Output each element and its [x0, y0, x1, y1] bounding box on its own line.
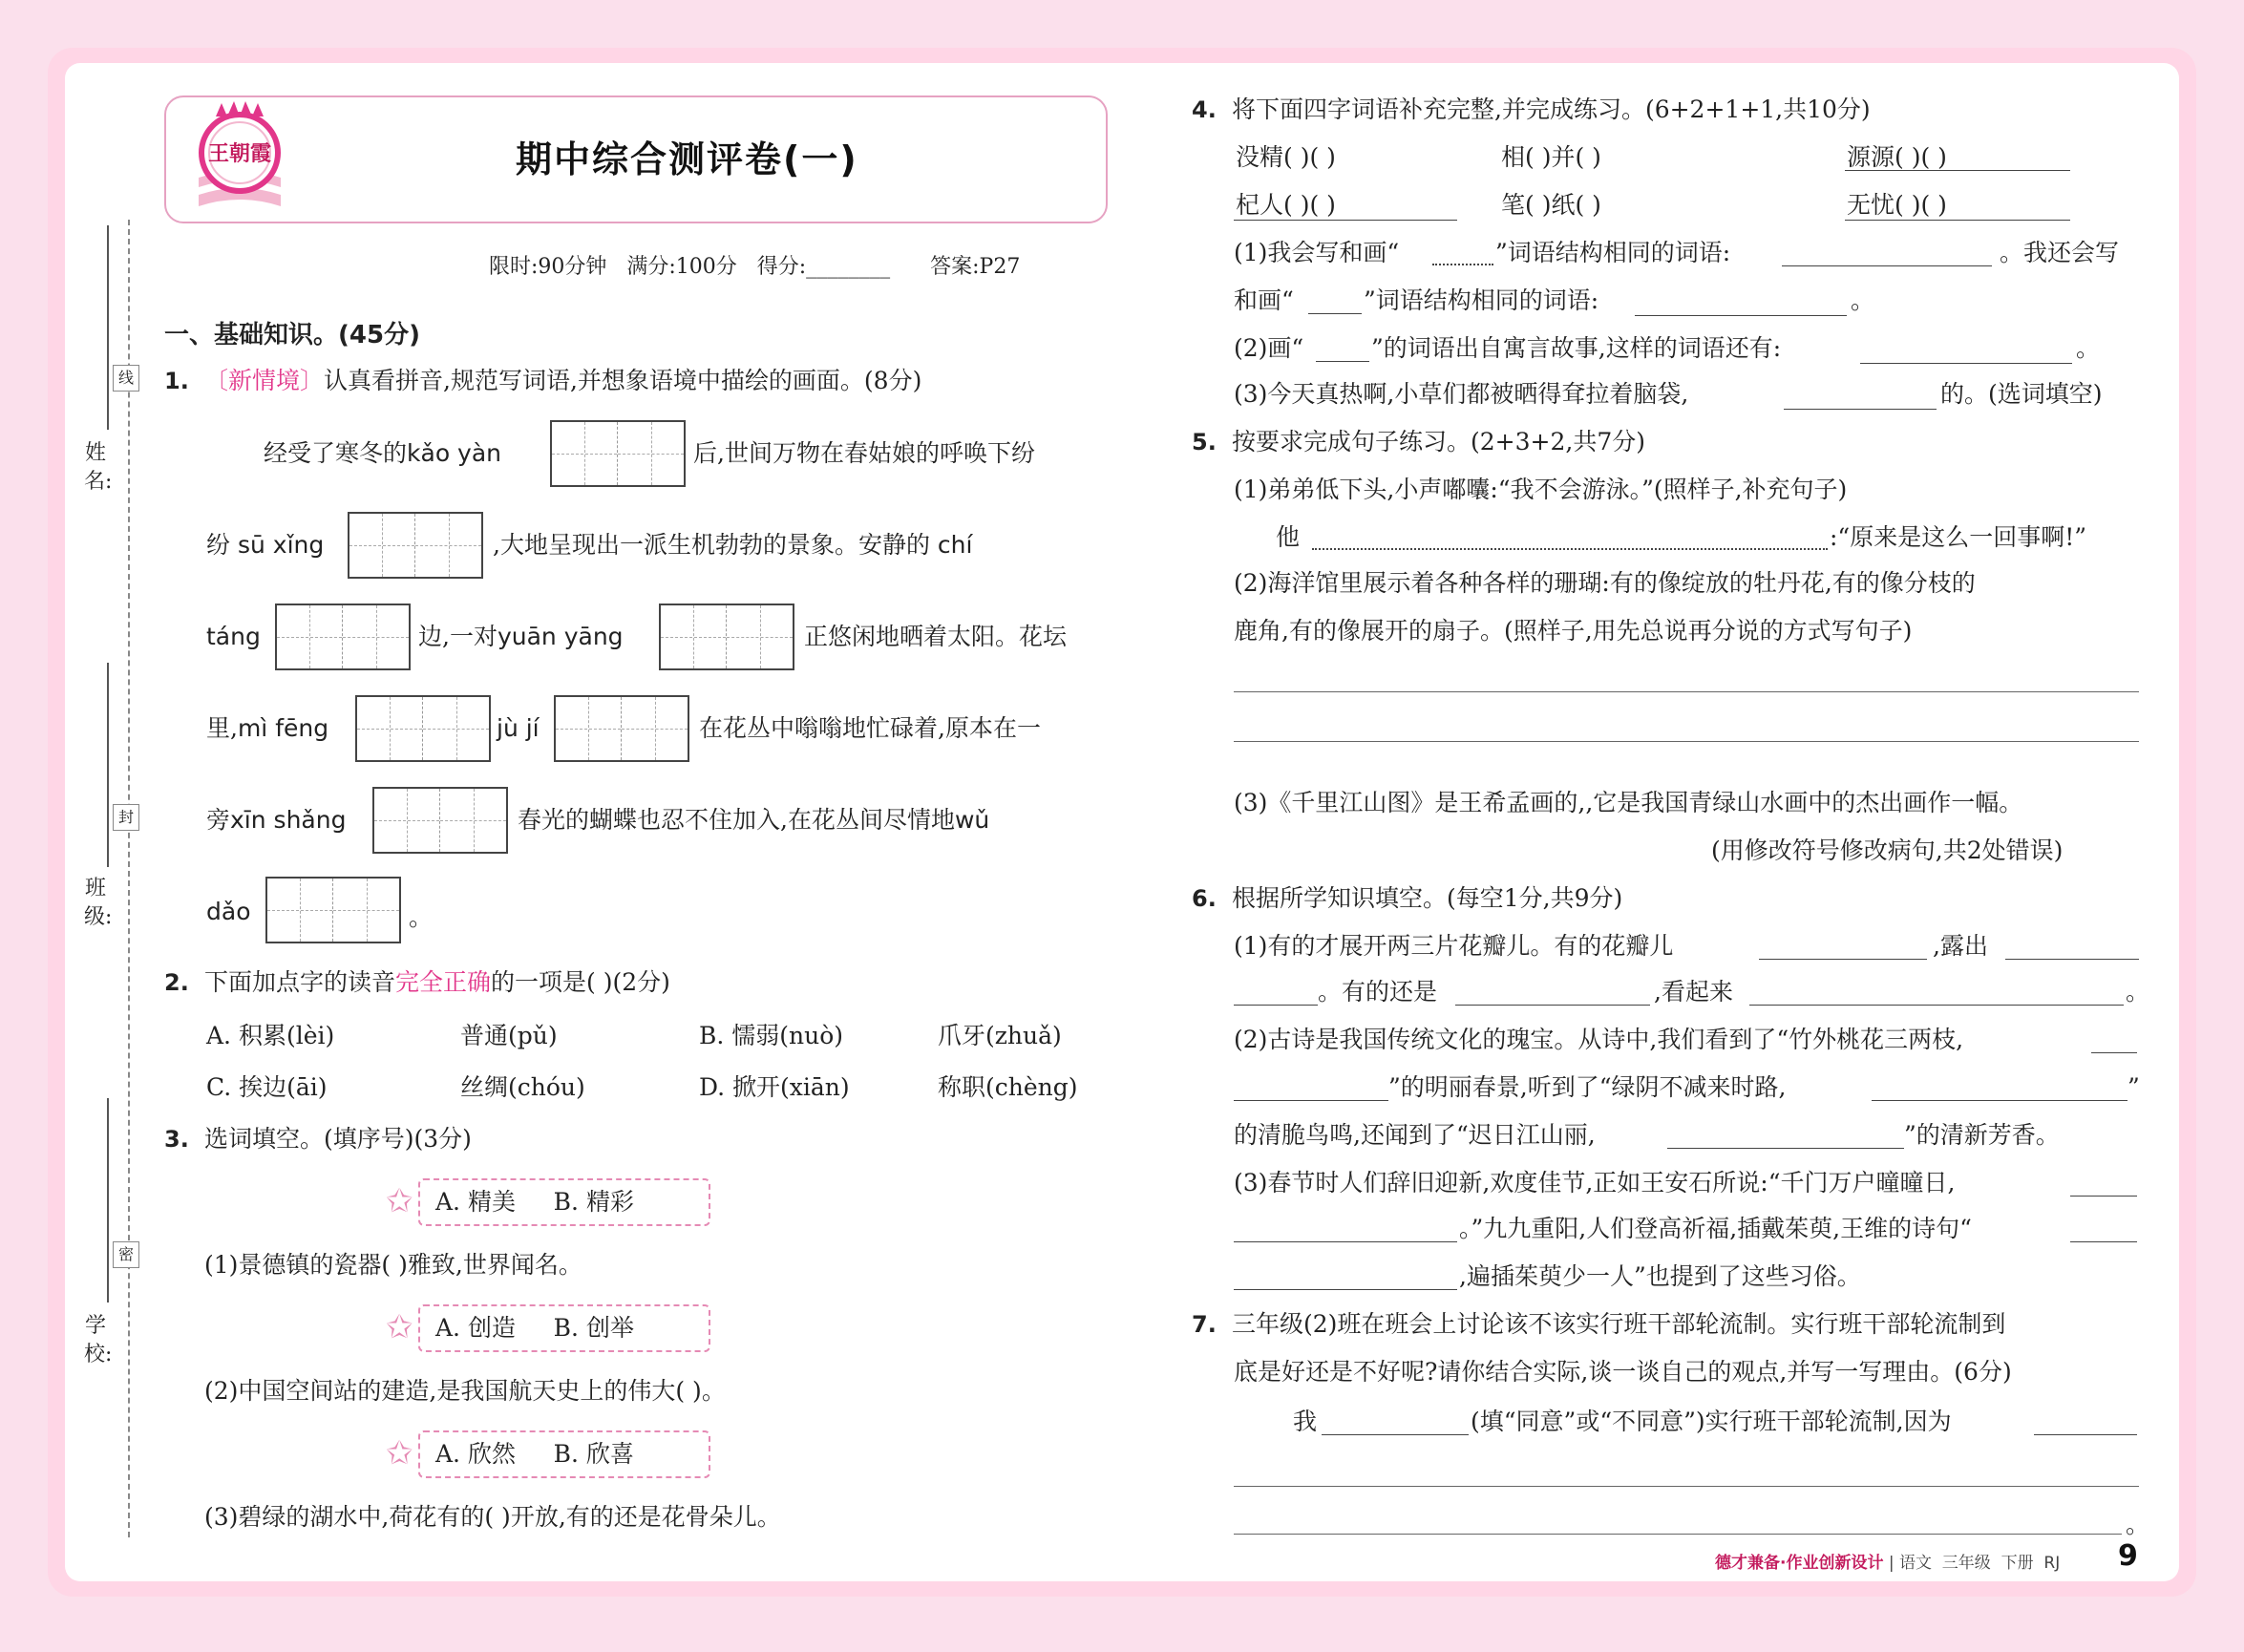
writing-grid[interactable] — [355, 695, 491, 762]
q3-number: 3. — [164, 1126, 189, 1153]
q7-number: 7. — [1192, 1311, 1217, 1338]
answer-line[interactable] — [1234, 1100, 1388, 1101]
q1-line4-text: 里,mì fēng — [206, 714, 329, 742]
q5-sub1-quote: :“原来是这么一回事啊!” — [1830, 523, 2087, 551]
q7-line3-a: 我 — [1293, 1408, 1318, 1435]
q4-word-6: 无忧( )( ) — [1847, 191, 1947, 219]
q5-sub2-a: (2)海洋馆里展示着各种各样的珊瑚:有的像绽放的牡丹花,有的像分枝的 — [1234, 569, 1976, 597]
q4-prompt: 将下面四字词语补充完整,并完成练习。(6+2+1+1,共10分) — [1232, 95, 1871, 123]
pinyin: wǔ — [954, 806, 990, 834]
q6-line2-c: 。 — [2126, 978, 2150, 1006]
pinyin: jù jí — [497, 714, 540, 742]
writing-grid[interactable] — [265, 877, 401, 943]
q6-line5-b: ”的清新芳香。 — [1904, 1121, 2060, 1149]
writing-grid[interactable] — [659, 604, 794, 670]
q4-word-3: 源源( )( ) — [1847, 143, 1947, 171]
answer-line[interactable] — [1234, 1534, 2122, 1535]
star-icon: ✩ — [386, 1434, 413, 1472]
q4-sub2-c: 。 — [2076, 334, 2101, 362]
seal-line-mark: 线 — [113, 365, 139, 392]
q4-word-4: 杞人( )( ) — [1236, 191, 1336, 219]
q2-option-c2: 丝绸(chóu) — [460, 1073, 585, 1101]
footer-brand: 德才兼备·作业创新设计 — [1715, 1554, 1884, 1573]
writing-grid[interactable] — [372, 787, 508, 854]
q5-sub1: (1)弟弟低下头,小声嘟囔:“我不会游泳。”(照样子,补充句子) — [1234, 476, 1848, 503]
q6-line1-a: (1)有的才展开两三片花瓣儿。有的花瓣儿 — [1234, 932, 1674, 960]
answer-line[interactable] — [1312, 548, 1828, 550]
answer-line[interactable] — [2091, 1052, 2137, 1053]
q6-line2-a: 。有的还是 — [1318, 978, 1438, 1006]
q6-number: 6. — [1192, 885, 1217, 912]
section-heading: 一、基础知识。(45分) — [164, 321, 420, 349]
q1-line5-text: 旁xīn shǎng — [206, 806, 347, 834]
q6-line8: ,遍插茱萸少一人”也提到了这些习俗。 — [1459, 1262, 1861, 1290]
q4-sub1-d: 和画“ — [1234, 286, 1294, 314]
q7-line1: 三年级(2)班在班会上讨论该不该实行班干部轮流制。实行班干部轮流制到 — [1232, 1310, 2006, 1338]
answer-line[interactable] — [2070, 1241, 2137, 1242]
class-write-line — [107, 663, 109, 867]
wavy-line-sample — [1432, 264, 1493, 265]
q6-line1-b: ,露出 — [1933, 932, 1988, 960]
q7-line2: 底是好还是不好呢?请你结合实际,谈一谈自己的观点,并写一写理由。(6分) — [1234, 1358, 2012, 1386]
q4-sub1-f: 。 — [1851, 286, 1875, 314]
brand-logo-icon — [187, 95, 292, 220]
q3-sentence-1: (1)景德镇的瓷器( )雅致,世界闻名。 — [204, 1251, 582, 1279]
q5-prompt: 按要求完成句子练习。(2+3+2,共7分) — [1232, 428, 1645, 455]
page-title: 期中综合测评卷(一) — [516, 138, 858, 180]
star-icon: ✩ — [386, 1308, 413, 1346]
q4-word-2: 相( )并( ) — [1501, 143, 1601, 171]
binding-line — [128, 220, 130, 1537]
answer-line[interactable] — [1455, 1005, 1650, 1006]
q2-emphasis: 完全正确 — [395, 968, 492, 996]
q4-number: 4. — [1192, 96, 1217, 123]
q4-sub2-b: ”的词语出自寓言故事,这样的词语还有: — [1371, 334, 1782, 362]
school-label: 学 校: — [84, 1314, 113, 1366]
q5-sub3-b: (用修改符号修改病句,共2处错误) — [1711, 837, 2064, 864]
q5-sub1-he: 他 — [1276, 523, 1301, 551]
answer-line[interactable] — [1635, 315, 1847, 316]
q6-line4-a: ”的明丽春景,听到了“绿阴不减来时路, — [1388, 1073, 1787, 1101]
q4-sub3-b: 的。(选词填空) — [1940, 380, 2103, 408]
q3-sentence-3: (3)碧绿的湖水中,荷花有的( )开放,有的还是花骨朵儿。 — [204, 1503, 781, 1531]
q2-option-a[interactable]: A. 积累(lèi) — [206, 1022, 335, 1049]
answer-line[interactable] — [1234, 691, 2139, 692]
logo-text: 王朝霞 — [207, 141, 272, 166]
q3-prompt: 选词填空。(填序号)(3分) — [204, 1125, 472, 1153]
q7-line3-b: (填“同意”或“不同意”)实行班干部轮流制,因为 — [1471, 1408, 1952, 1435]
answer-line[interactable] — [1860, 363, 2072, 364]
pinyin: mì fēng — [237, 714, 329, 742]
q3-choice-box-1: A. 精美 B. 精彩 — [418, 1178, 710, 1226]
q2-option-b[interactable]: B. 懦弱(nuò) — [699, 1022, 844, 1049]
footer-info — [1715, 1549, 2060, 1573]
school-write-line — [107, 1098, 109, 1303]
footer-text: | 语文 三年级 下册 RJ — [1883, 1554, 2061, 1573]
q1-number: 1. — [164, 368, 189, 394]
q1-line6-end: 。 — [409, 903, 434, 931]
pinyin: kǎo yàn — [407, 439, 502, 467]
q4-sub1-c: 。我还会写 — [2000, 239, 2120, 266]
q1-tag: 〔新情境〕 — [204, 367, 325, 394]
answer-line[interactable] — [1234, 1486, 2139, 1487]
pinyin: chí — [937, 531, 973, 559]
q1-prompt — [204, 365, 921, 397]
q6-line2-b: ,看起来 — [1654, 978, 1733, 1006]
line-sample — [1316, 361, 1369, 362]
q1-line1-end: 后,世间万物在春姑娘的呼唤下纷 — [693, 439, 1035, 467]
answer-line[interactable] — [1759, 959, 1927, 960]
q1-line3-mid: 边,一对yuān yāng — [418, 623, 624, 650]
name-write-line — [107, 225, 109, 430]
name-label: 姓 名: — [84, 441, 113, 494]
answer-line[interactable] — [2070, 1196, 2137, 1197]
q4-sub1-b: ”词语结构相同的词语: — [1495, 239, 1731, 266]
answer-line[interactable] — [1234, 1289, 1457, 1290]
q4-sub1-e: ”词语结构相同的词语: — [1364, 286, 1599, 314]
answer-line[interactable] — [1667, 1148, 1904, 1149]
pinyin: yuān yāng — [497, 623, 624, 650]
q3-sentence-2: (2)中国空间站的建造,是我国航天史上的伟大( )。 — [204, 1377, 726, 1405]
writing-grid[interactable] — [554, 695, 689, 762]
q7-end: 。 — [2126, 1511, 2150, 1538]
q6-line6: (3)春节时人们辞旧迎新,欢度佳节,正如王安石所说:“千门万户曈曈日, — [1234, 1169, 1956, 1197]
q1-prompt-text: 认真看拼音,规范写词语,并想象语境中描绘的画面。(8分) — [324, 367, 922, 394]
line-sample — [1308, 313, 1362, 314]
q3-choice-box-2: A. 创造 B. 创举 — [418, 1304, 710, 1352]
answer-line[interactable] — [1749, 1005, 2124, 1006]
pinyin: xīn shǎng — [230, 806, 347, 834]
q2-option-d2: 称职(chèng) — [938, 1073, 1078, 1101]
answer-line[interactable] — [1234, 1005, 1318, 1006]
q6-line5-a: 的清脆鸟鸣,还闻到了“迟日江山丽, — [1234, 1121, 1596, 1149]
single-underline — [1845, 220, 2070, 221]
pinyin: táng — [206, 623, 261, 650]
double-underline — [1234, 220, 1457, 221]
page-number: 9 — [2118, 1539, 2138, 1573]
q3-choice-box-3: A. 欣然 B. 欣喜 — [418, 1430, 710, 1478]
exam-meta: 限时:90分钟 满分:100分 得分:________ 答案:P27 — [489, 255, 1021, 279]
q4-sub2-a: (2)画“ — [1234, 334, 1304, 362]
q6-line7: 。”九九重阳,人们登高祈福,插戴茱萸,王维的诗句“ — [1459, 1215, 1972, 1242]
seal-secret-mark: 密 — [113, 1241, 139, 1268]
seal-seal-mark: 封 — [113, 804, 139, 831]
writing-grid[interactable] — [275, 604, 411, 670]
pinyin: sū xǐng — [237, 531, 325, 559]
q5-sub3-a: (3)《千里江山图》是王希孟画的,,它是我国青绿山水画中的杰出画作一幅。 — [1234, 789, 2023, 816]
class-label: 班 级: — [84, 877, 113, 929]
answer-line[interactable] — [2034, 1434, 2137, 1435]
q6-line4-b: ” — [2128, 1073, 2140, 1101]
q4-sub1-a: (1)我会写和画“ — [1234, 239, 1400, 266]
star-icon: ✩ — [386, 1182, 413, 1220]
q1-line4-end: 在花丛中嗡嗡地忙碌着,原本在一 — [699, 714, 1041, 742]
q2-number: 2. — [164, 969, 189, 996]
q1-line1-text: 经受了寒冬的kǎo yàn — [264, 439, 502, 467]
q2-option-d[interactable]: D. 掀开(xiān) — [699, 1073, 850, 1101]
writing-grid[interactable] — [550, 420, 686, 487]
answer-line[interactable] — [1784, 409, 1937, 410]
answer-line[interactable] — [1872, 1100, 2128, 1101]
answer-line[interactable] — [2005, 959, 2139, 960]
q2-option-a2: 普通(pǔ) — [460, 1022, 558, 1049]
q4-sub3-a: (3)今天真热啊,小草们都被晒得耷拉着脑袋, — [1234, 380, 1689, 408]
q5-sub2-b: 鹿角,有的像展开的扇子。(照样子,用先总说再分说的方式写句子) — [1234, 617, 1913, 645]
answer-line[interactable] — [1322, 1434, 1469, 1435]
answer-line[interactable] — [1234, 741, 2139, 742]
wavy-underline — [1845, 170, 2070, 171]
q6-line3: (2)古诗是我国传统文化的瑰宝。从诗中,我们看到了“竹外桃花三两枝, — [1234, 1026, 1964, 1053]
q5-number: 5. — [1192, 429, 1217, 455]
q2-prompt: 下面加点字的读音完全正确的一项是( )(2分) — [204, 968, 670, 996]
writing-grid[interactable] — [348, 512, 483, 579]
q1-line3-end: 正悠闲地晒着太阳。花坛 — [804, 623, 1068, 650]
answer-line[interactable] — [1782, 265, 1992, 266]
q6-prompt: 根据所学知识填空。(每空1分,共9分) — [1232, 884, 1623, 912]
answer-line[interactable] — [1234, 1241, 1457, 1242]
q2-option-b2: 爪牙(zhuǎ) — [938, 1022, 1062, 1049]
pinyin: dǎo — [206, 898, 251, 925]
q1-line2-text: 纷 sū xǐng — [206, 531, 325, 559]
q1-line2-end: ,大地呈现出一派生机勃勃的景象。安静的 chí — [493, 531, 973, 559]
q4-word-1: 没精( )( ) — [1236, 143, 1336, 171]
q4-word-5: 笔( )纸( ) — [1501, 191, 1601, 219]
q2-option-c[interactable]: C. 挨边(āi) — [206, 1073, 328, 1101]
q1-line5-end: 春光的蝴蝶也忍不住加入,在花丛间尽情地wǔ — [518, 806, 990, 834]
